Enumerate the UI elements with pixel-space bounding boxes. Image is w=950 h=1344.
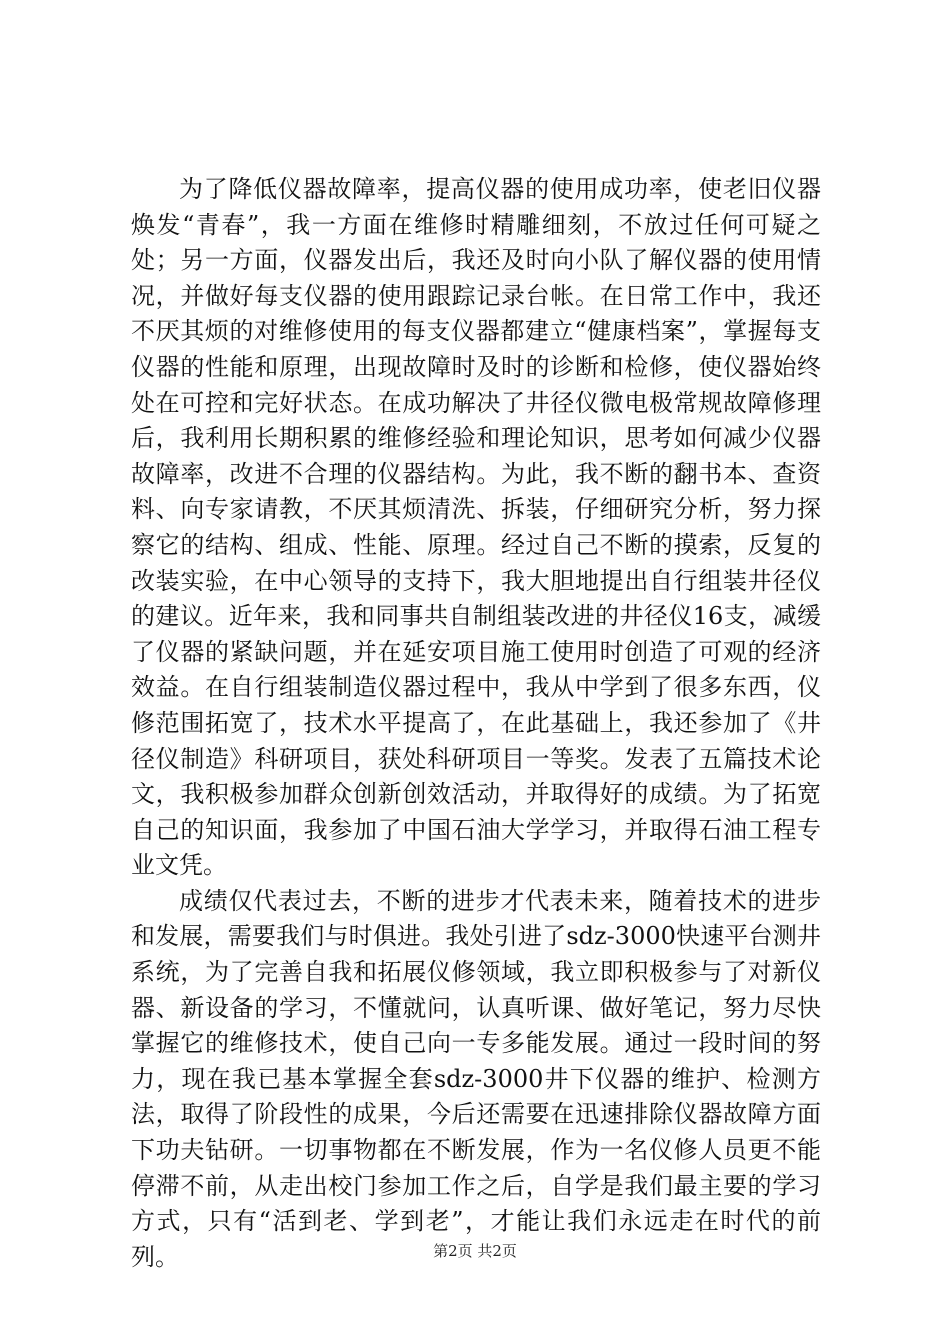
page-number-footer: 第2页 共2页 — [433, 1242, 517, 1260]
paragraph: 成绩仅代表过去，不断的进步才代表未来，随着技术的进步和发展，需要我们与时俱进。我处引进了sdz-3000快速平台测井系统，为了完善自我和拓展仪修领域，我立即积极参与了对新仪器、新设备的学习，不懂就问，认真听课、做好笔记，努力尽快掌握它的维修技术，使自己向一专多能发展。通过一段时间的努力，现在我已基本掌握全套sdz-3000井下仪器的维护、检测方法，取得了阶段性的成果，今后还需要在迅速排除仪器故障方面下功夫钻研。一切事物都在不断发展，作为一名仪修人员更不能停滞不前，从走出校门参加工作之后，自学是我们最主要的学习方式，只有“活到老、学到老”，才能让我们永远走在时代的前列。 — [131, 886, 821, 1271]
paragraph: 为了降低仪器故障率，提高仪器的使用成功率，使老旧仪器焕发“青春”，我一方面在维修时精雕细刻，不放过任何可疑之处；另一方面，仪器发出后，我还及时向小队了解仪器的使用情况，并做好每支仪器的使用跟踪记录台帐。在日常工作中，我还不厌其烦的对维修使用的每支仪器都建立“健康档案”，掌握每支仪器的性能和原理，出现故障时及时的诊断和检修，使仪器始终处在可控和完好状态。在成功解决了井径仪微电极常规故障修理后，我利用长期积累的维修经验和理论知识，思考如何减少仪器故障率，改进不合理的仪器结构。为此，我不断的翻书本、查资料、向专家请教，不厌其烦清洗、拆装，仔细研究分析，努力探察它的结构、组成、性能、原理。经过自己不断的摸索，反复的改装实验，在中心领导的支持下，我大胆地提出自行组装井径仪的建议。近年来，我和同事共自制组装改进的井径仪16支，减缓了仪器的紧缺问题，并在延安项目施工使用时创造了可观的经济效益。在自行组装制造仪器过程中，我从中学到了很多东西，仪修范围拓宽了，技术水平提高了，在此基础上，我还参加了《井径仪制造》科研项目，获处科研项目一等奖。发表了五篇技术论文，我积极参加群众创新创效活动，并取得好的成绩。为了拓宽自己的知识面，我参加了中国石油大学学习，并取得石油工程专业文凭。 — [131, 175, 821, 880]
document-body — [131, 172, 821, 1275]
